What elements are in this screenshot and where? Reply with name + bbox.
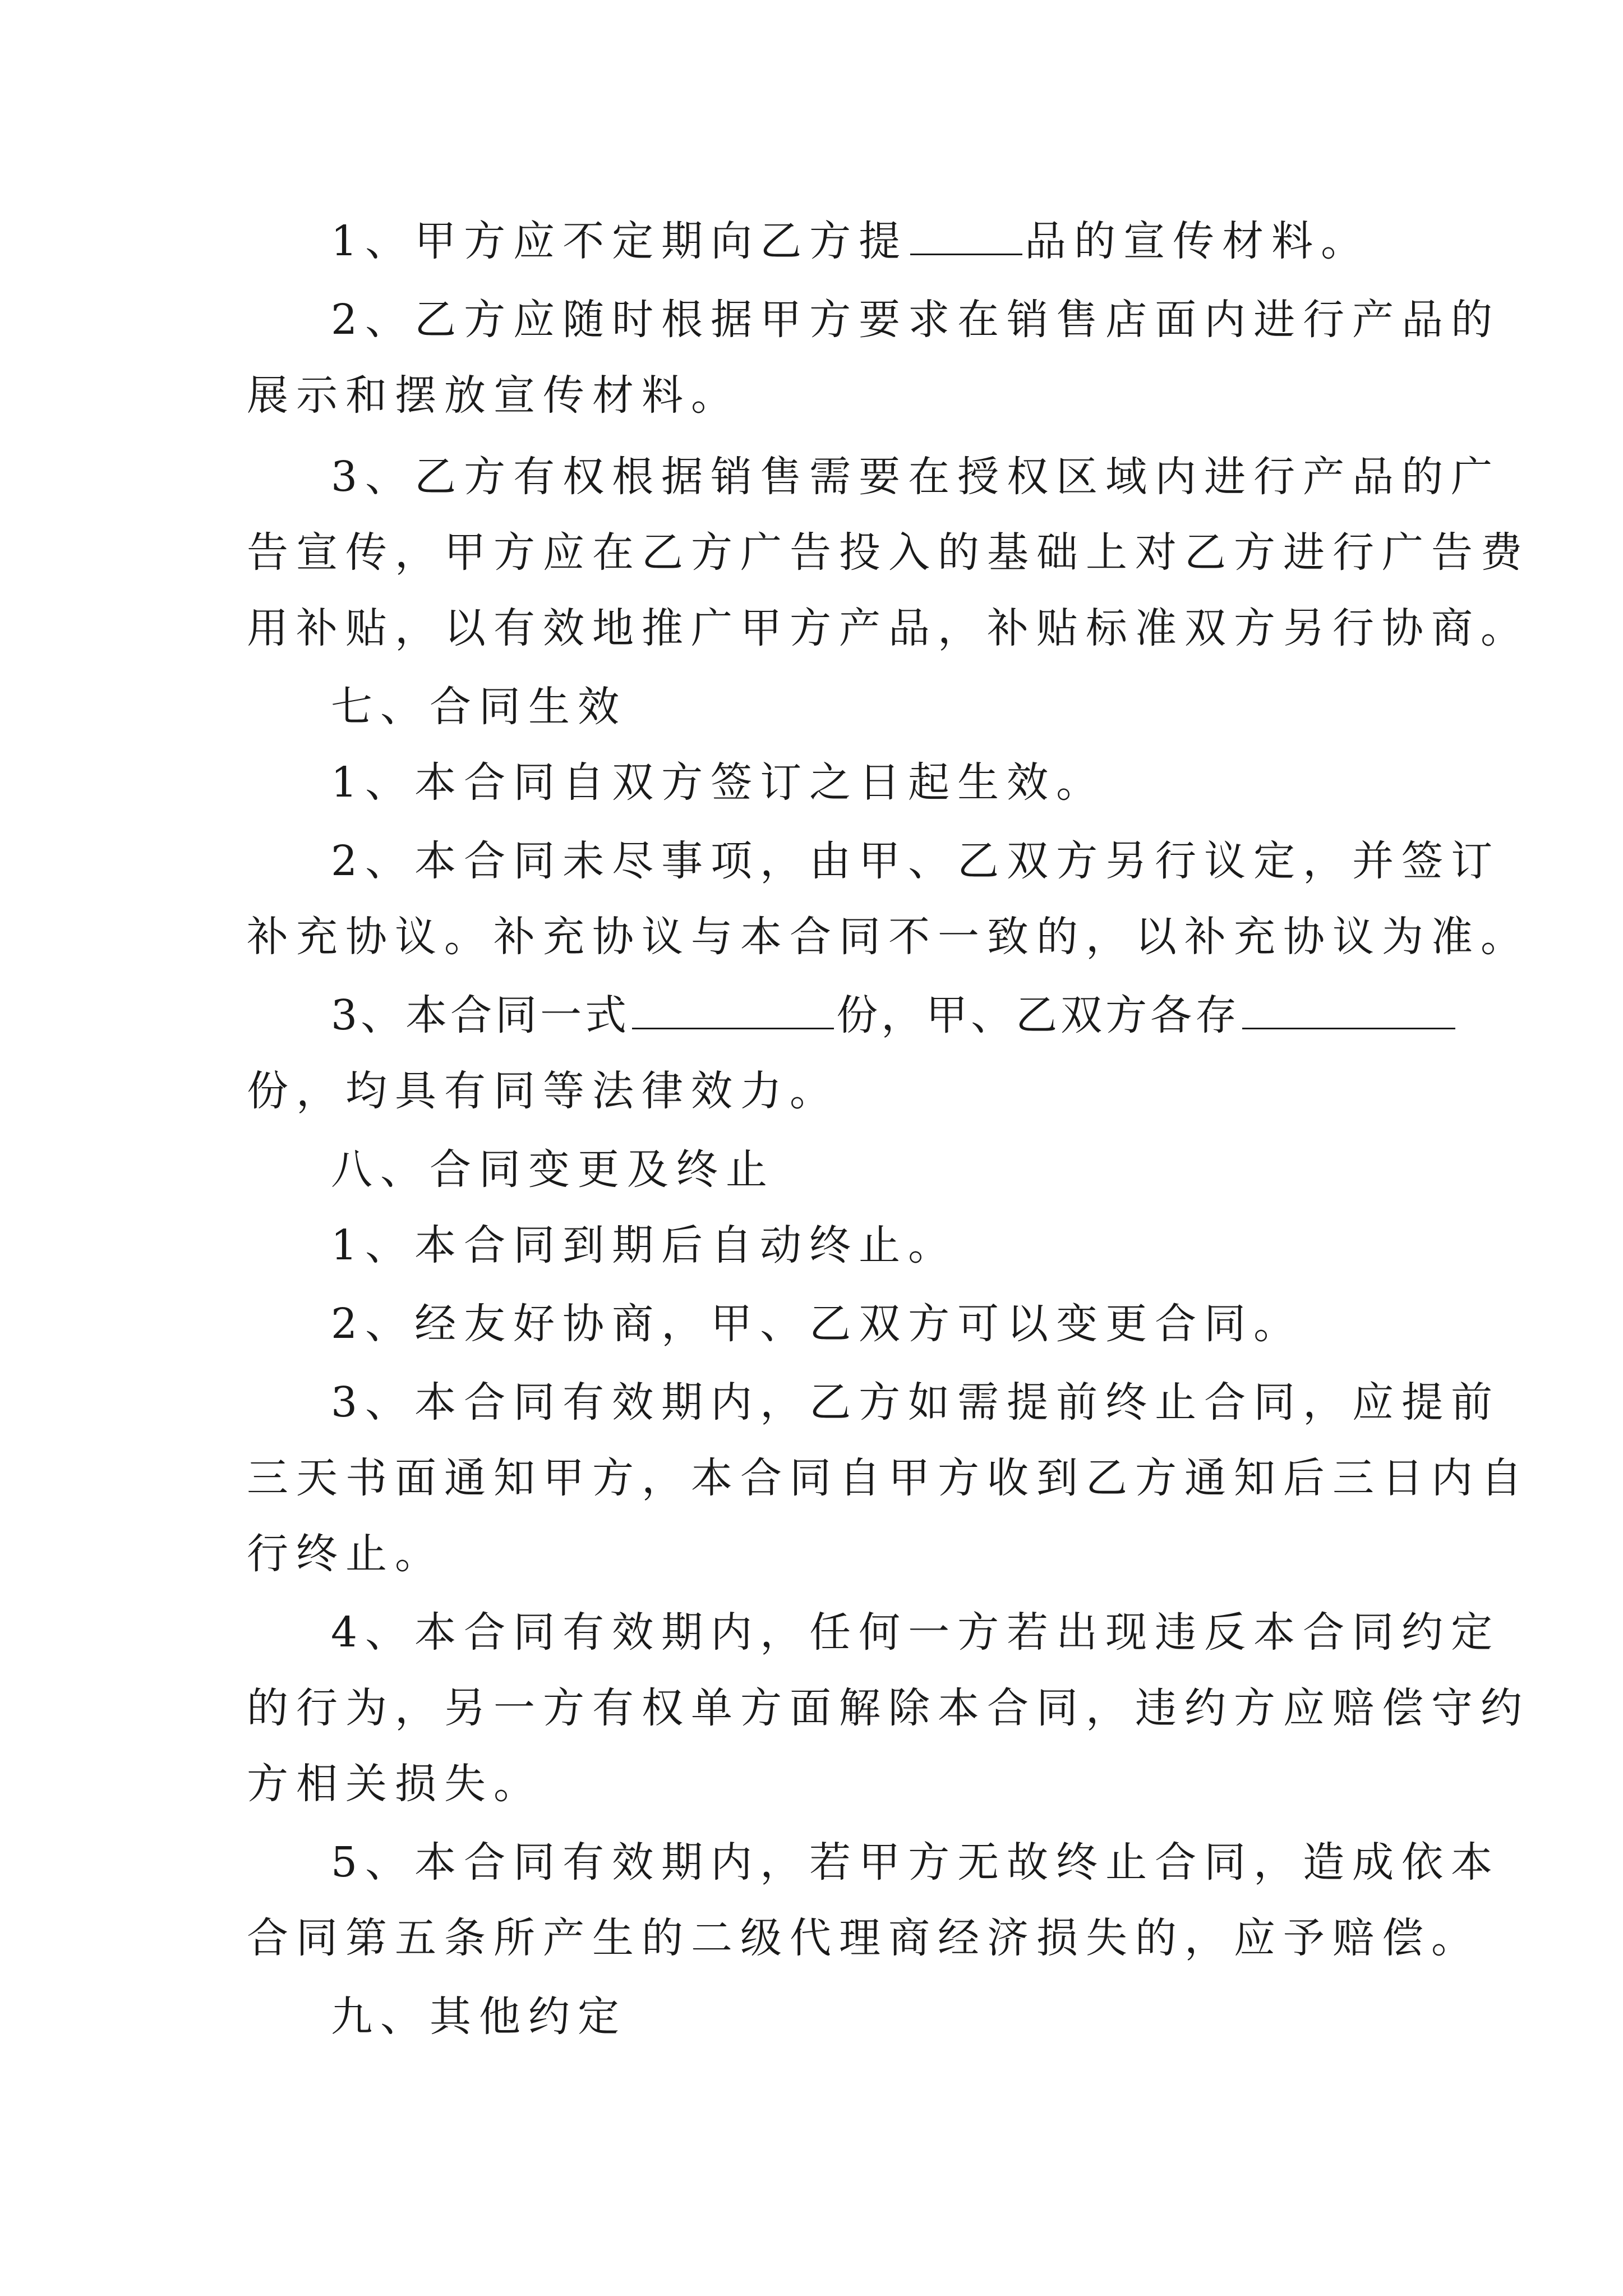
paragraph-line: 用补贴，以有效地推广甲方产品，补贴标准双方另行协商。: [247, 604, 1530, 652]
paragraph-line: 方相关损失。: [247, 1760, 543, 1808]
line-text: 品的宣传材料。: [1025, 217, 1371, 265]
section-heading: 九、其他约定: [331, 1993, 627, 2041]
paragraph-line: 3、乙方有权根据销售需要在授权区域内进行产品的广: [331, 453, 1501, 501]
paragraph-line: [331, 213, 1370, 269]
line-text: 3、本合同一式: [331, 991, 630, 1039]
line-text: 份，甲、乙双方各存: [836, 991, 1241, 1039]
fill-in-blank: [910, 214, 1022, 255]
paragraph-line: 4、本合同有效期内，任何一方若出现违反本合同约定: [331, 1608, 1501, 1657]
paragraph-line: 5、本合同有效期内，若甲方无故终止合同，造成依本: [331, 1838, 1501, 1887]
paragraph-line: [331, 987, 1458, 1043]
paragraph-line: 1、本合同自双方签订之日起生效。: [331, 758, 1106, 807]
paragraph-line: 三天书面通知甲方，本合同自甲方收到乙方通知后三日内自: [247, 1454, 1530, 1502]
paragraph-line: 2、乙方应随时根据甲方要求在销售店面内进行产品的: [331, 296, 1501, 344]
paragraph-line: 份，均具有同等法律效力。: [247, 1067, 839, 1115]
section-heading: 八、合同变更及终止: [331, 1145, 775, 1194]
paragraph-line: 2、经友好协商，甲、乙双方可以变更合同。: [331, 1300, 1303, 1348]
fill-in-blank: [1242, 988, 1455, 1029]
paragraph-line: 合同第五条所产生的二级代理商经济损失的，应予赔偿。: [247, 1914, 1481, 1962]
paragraph-line: 展示和摆放宣传材料。: [247, 371, 740, 420]
paragraph-line: 3、本合同有效期内，乙方如需提前终止合同，应提前: [331, 1378, 1501, 1427]
paragraph-line: 补充协议。补充协议与本合同不一致的，以补充协议为准。: [247, 913, 1530, 961]
paragraph-line: 行终止。: [247, 1530, 444, 1578]
paragraph-line: 告宣传，甲方应在乙方广告投入的基础上对乙方进行广告费: [247, 528, 1530, 577]
line-text: 1、甲方应不定期向乙方提: [331, 217, 909, 265]
paragraph-line: 的行为，另一方有权单方面解除本合同，违约方应赔偿守约: [247, 1684, 1530, 1732]
paragraph-line: 1、本合同到期后自动终止。: [331, 1221, 958, 1269]
section-heading: 七、合同生效: [331, 683, 627, 731]
paragraph-line: 2、本合同未尽事项，由甲、乙双方另行议定，并签订: [331, 837, 1501, 885]
fill-in-blank: [632, 988, 834, 1029]
